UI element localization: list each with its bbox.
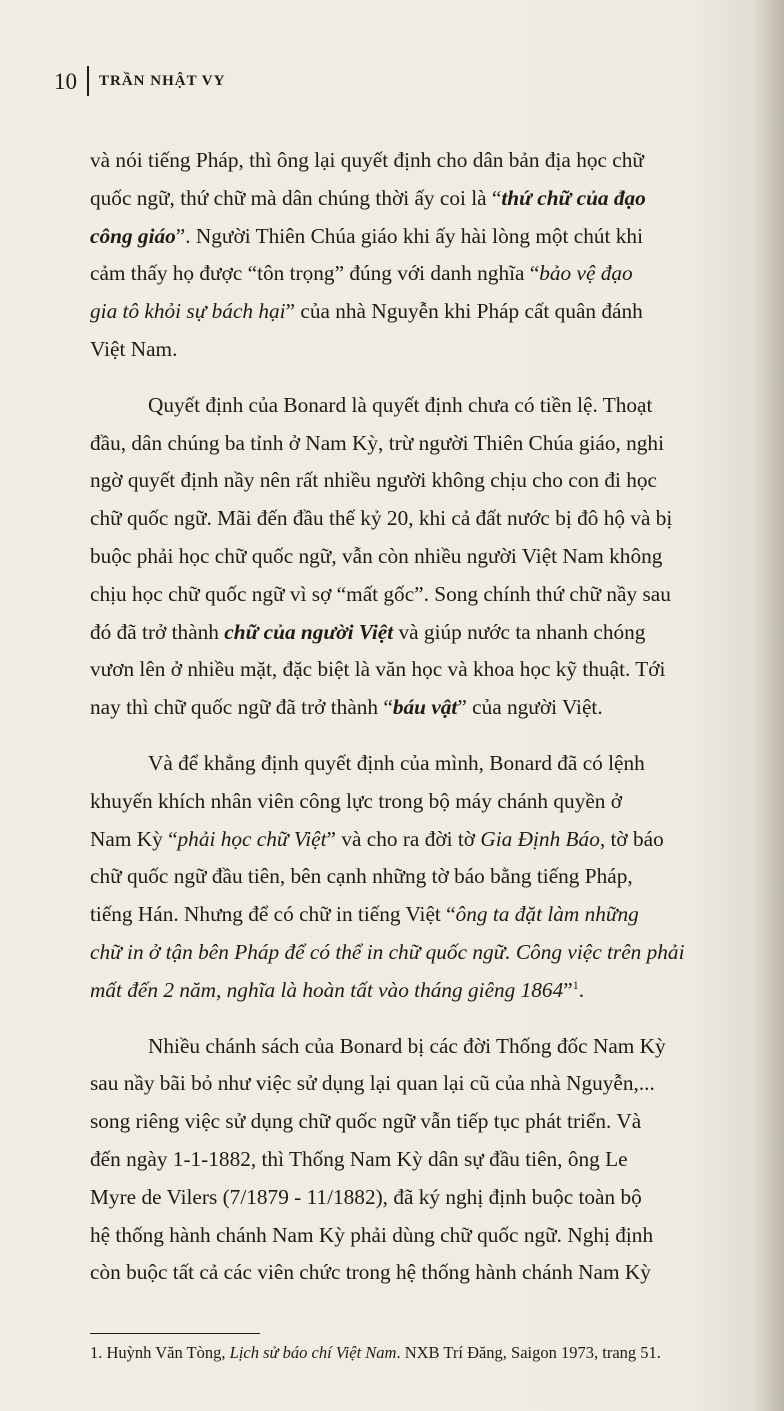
footnote-title: Lịch sử báo chí Việt Nam: [229, 1343, 397, 1362]
text-line: [90, 1217, 778, 1255]
footnote: [90, 1343, 661, 1363]
text-run: ” và cho ra đời tờ: [326, 826, 481, 851]
text-line: [90, 576, 778, 614]
emphasis-text: chữ của người Việt: [224, 619, 394, 644]
page-number: 10: [54, 68, 77, 94]
text-line: [90, 745, 778, 783]
text-line: [90, 387, 778, 425]
text-run: , tờ báo: [599, 826, 664, 851]
text-line: [90, 972, 778, 1010]
paragraph-4: [90, 1028, 778, 1293]
text-line: [90, 614, 778, 652]
footnote-divider: [90, 1333, 260, 1334]
text-line: [90, 1103, 778, 1141]
text-run: sau nầy bãi bỏ như việc sử dụng lại quan lại cũ của nhà Nguyễn,...: [90, 1071, 655, 1096]
text-run: chịu học chữ quốc ngữ vì sợ “mất gốc”. Song chính thứ chữ nầy sau: [90, 581, 671, 606]
text-run: nay thì chữ quốc ngữ đã trở thành “: [90, 695, 393, 720]
text-run: ”. Người Thiên Chúa giáo khi ấy hài lòng một chút khi: [175, 223, 643, 248]
text-run: Nam Kỳ “: [90, 826, 178, 851]
text-line: [90, 1141, 778, 1179]
text-run: buộc phải học chữ quốc ngữ, vẫn còn nhiều người Việt Nam không: [90, 543, 663, 568]
author-name: TRẦN NHẬT VY: [99, 72, 226, 89]
text-run: hệ thống hành chánh Nam Kỳ phải dùng chữ quốc ngữ. Nghị định: [90, 1222, 654, 1247]
text-line: [90, 934, 778, 972]
paragraph-gap: [90, 369, 778, 387]
text-line: [90, 331, 778, 369]
text-run: song riêng việc sử dụng chữ quốc ngữ vẫn tiếp tục phát triển. Và: [90, 1109, 642, 1134]
emphasis-text: báu vật: [392, 695, 458, 720]
text-line: [90, 500, 778, 538]
text-line: [90, 689, 778, 727]
paragraph-gap: [90, 1010, 778, 1028]
text-run: và nói tiếng Pháp, thì ông lại quyết định cho dân bản địa học chữ: [90, 148, 644, 172]
text-run: đó đã trở thành: [90, 619, 225, 644]
text-line: [90, 218, 778, 256]
text-line: [90, 783, 778, 821]
text-run: .: [578, 977, 585, 1002]
text-run: vươn lên ở nhiều mặt, đặc biệt là văn học và khoa học kỹ thuật. Tới: [90, 657, 666, 682]
running-header: [54, 66, 225, 96]
text-line: [90, 858, 778, 896]
text-run: chữ quốc ngữ đầu tiên, bên cạnh những tờ báo bằng tiếng Pháp,: [90, 864, 633, 889]
text-run: tiếng Hán. Nhưng để có chữ in tiếng Việt “: [90, 902, 456, 927]
footnote-text: 1. Huỳnh Văn Tòng,: [90, 1343, 230, 1362]
text-line: [90, 1065, 778, 1103]
text-run: Myre de Vilers (7/1879 - 11/1882), đã ký nghị định buộc toàn bộ: [90, 1184, 642, 1209]
paragraph-1: [90, 142, 778, 369]
text-run: ngờ quyết định nầy nên rất nhiều người không chịu cho con đi học: [90, 468, 657, 493]
text-line: [90, 425, 778, 463]
text-run: quốc ngữ, thứ chữ mà dân chúng thời ấy coi là “: [90, 185, 502, 210]
text-line: [90, 1179, 778, 1217]
text-line: [90, 821, 778, 859]
text-line: [90, 462, 778, 500]
text-run: khuyến khích nhân viên công lực trong bộ máy chánh quyền ở: [90, 788, 623, 813]
paragraph-gap: [90, 727, 778, 745]
body-text: [90, 142, 778, 1292]
text-line: [90, 896, 778, 934]
text-run: cảm thấy họ được “tôn trọng” đúng với danh nghĩa “: [90, 261, 540, 286]
text-line: [90, 651, 778, 689]
text-run: Nhiều chánh sách của Bonard bị các đời Thống đốc Nam Kỳ: [148, 1033, 666, 1058]
text-run: ” của nhà Nguyễn khi Pháp cất quân đánh: [285, 299, 643, 324]
italic-text: gia tô khỏi sự bách hại: [90, 299, 286, 324]
text-run: Quyết định của Bonard là quyết định chưa có tiền lệ. Thoạt: [148, 392, 653, 417]
text-run: còn buộc tất cả các viên chức trong hệ thống hành chánh Nam Kỳ: [90, 1260, 651, 1285]
italic-text: ông ta đặt làm những: [455, 902, 639, 927]
text-run: đầu, dân chúng ba tỉnh ở Nam Kỳ, trừ người Thiên Chúa giáo, nghi: [90, 430, 664, 455]
text-run: và giúp nước ta nhanh chóng: [393, 619, 646, 644]
paragraph-2: [90, 387, 778, 727]
text-line: [90, 538, 778, 576]
header-divider: [87, 66, 89, 96]
text-run: chữ quốc ngữ. Mãi đến đầu thế kỷ 20, khi cả đất nước bị đô hộ và bị: [90, 506, 673, 531]
italic-text: Gia Định Báo: [480, 826, 600, 851]
emphasis-text: thứ chữ của đạo: [501, 185, 646, 210]
footnote-marker[interactable]: 1: [572, 977, 579, 992]
text-line: [90, 180, 778, 218]
italic-text: chữ in ở tận bên Pháp để có thể in chữ quốc ngữ. Công việc trên phải: [90, 939, 685, 964]
text-line: [90, 255, 778, 293]
page-edge-shadow: [754, 0, 784, 1411]
footnote-text: . NXB Trí Đăng, Saigon 1973, trang 51.: [396, 1343, 661, 1362]
text-run: Việt Nam.: [90, 336, 178, 361]
text-line: [90, 142, 778, 180]
italic-text: phải học chữ Việt: [177, 826, 327, 851]
text-line: [90, 293, 778, 331]
italic-text: mất đến 2 năm, nghĩa là hoàn tất vào tháng giêng 1864: [90, 977, 564, 1002]
text-run: Và để khẳng định quyết định của mình, Bonard đã có lệnh: [148, 750, 645, 775]
text-run: đến ngày 1-1-1882, thì Thống Nam Kỳ dân sự đầu tiên, ông Le: [90, 1146, 628, 1171]
text-line: [90, 1254, 778, 1292]
text-line: [90, 1028, 778, 1066]
paragraph-3: [90, 745, 778, 1010]
italic-text: bảo vệ đạo: [539, 261, 633, 286]
emphasis-text: công giáo: [90, 223, 176, 248]
text-run: ”: [563, 977, 573, 1002]
text-run: ” của người Việt.: [457, 695, 603, 720]
